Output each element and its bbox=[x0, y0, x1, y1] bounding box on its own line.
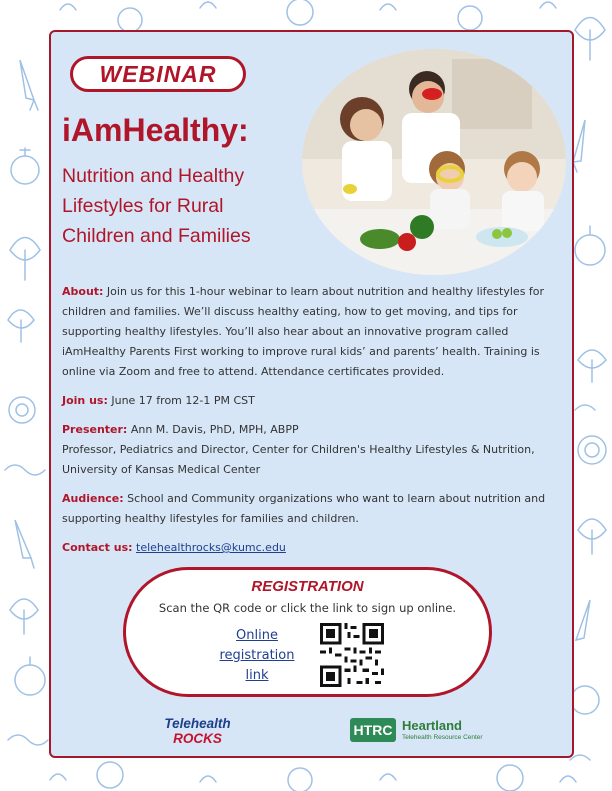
registration-link-line: registration bbox=[219, 648, 295, 663]
audience-label: Audience: bbox=[62, 492, 124, 505]
subtitle-line: Children and Families bbox=[62, 225, 251, 247]
telehealth-logo-line1: Telehealth bbox=[164, 716, 231, 731]
qr-code-icon[interactable] bbox=[320, 623, 384, 687]
webinar-badge bbox=[70, 56, 246, 92]
event-details bbox=[62, 282, 562, 567]
page-title: iAmHealthy: bbox=[62, 112, 249, 148]
about-section bbox=[62, 282, 562, 382]
contact-email-link[interactable]: telehealthrocks@kumc.edu bbox=[136, 541, 286, 554]
registration-link-line: link bbox=[245, 668, 269, 683]
join-text: June 17 from 12-1 PM CST bbox=[107, 394, 255, 407]
presenter-name: Ann M. Davis, PhD, MPH, ABPP bbox=[127, 423, 299, 436]
audience-section bbox=[62, 489, 562, 529]
join-label: Join us: bbox=[62, 394, 108, 407]
audience-text: School and Community organizations who want to learn about nutrition and supporting healthy lifestyles for families and children. bbox=[62, 492, 546, 525]
presenter-title: Professor, Pediatrics and Director, Center for Children's Healthy Lifestyles & Nutrition, University of Kansas Medical Center bbox=[62, 443, 535, 476]
htrc-logo-subtitle: Telehealth Resource Center bbox=[402, 734, 483, 741]
subtitle-line: Lifestyles for Rural bbox=[62, 195, 224, 217]
presenter-label: Presenter: bbox=[62, 423, 128, 436]
telehealth-rocks-logo bbox=[150, 716, 245, 746]
registration-title: REGISTRATION bbox=[251, 578, 364, 595]
registration-link-line: Online bbox=[236, 628, 278, 643]
contact-label: Contact us: bbox=[62, 541, 133, 554]
subtitle-line: Nutrition and Healthy bbox=[62, 165, 245, 187]
registration-link[interactable] bbox=[206, 626, 308, 686]
htrc-logo-name: Heartland bbox=[402, 718, 462, 733]
join-section bbox=[62, 391, 562, 411]
webinar-badge-label: WEBINAR bbox=[99, 60, 217, 87]
telehealth-logo-line2: ROCKS bbox=[173, 731, 222, 746]
registration-box bbox=[123, 567, 492, 697]
page-subtitle bbox=[62, 161, 302, 251]
contact-section bbox=[62, 538, 562, 558]
registration-instructions: Scan the QR code or click the link to sign up online. bbox=[158, 601, 457, 615]
htrc-logo-mark: HTRC bbox=[350, 718, 396, 742]
htrc-logo bbox=[350, 716, 500, 746]
family-photo bbox=[302, 49, 566, 275]
presenter-section bbox=[62, 420, 562, 480]
about-text: Join us for this 1-hour webinar to learn about nutrition and healthy lifestyles for children and families. We’ll discuss healthy eating, how to get moving, and tips for supporting healthy lifestyles. You’ll also hear about an innovative program called iAmHealthy Parents First working to improve rural kids’ and parents’ health. Training is online via Zoom and free to attend. Attendance certificates provided. bbox=[62, 285, 545, 378]
about-label: About: bbox=[62, 285, 104, 298]
